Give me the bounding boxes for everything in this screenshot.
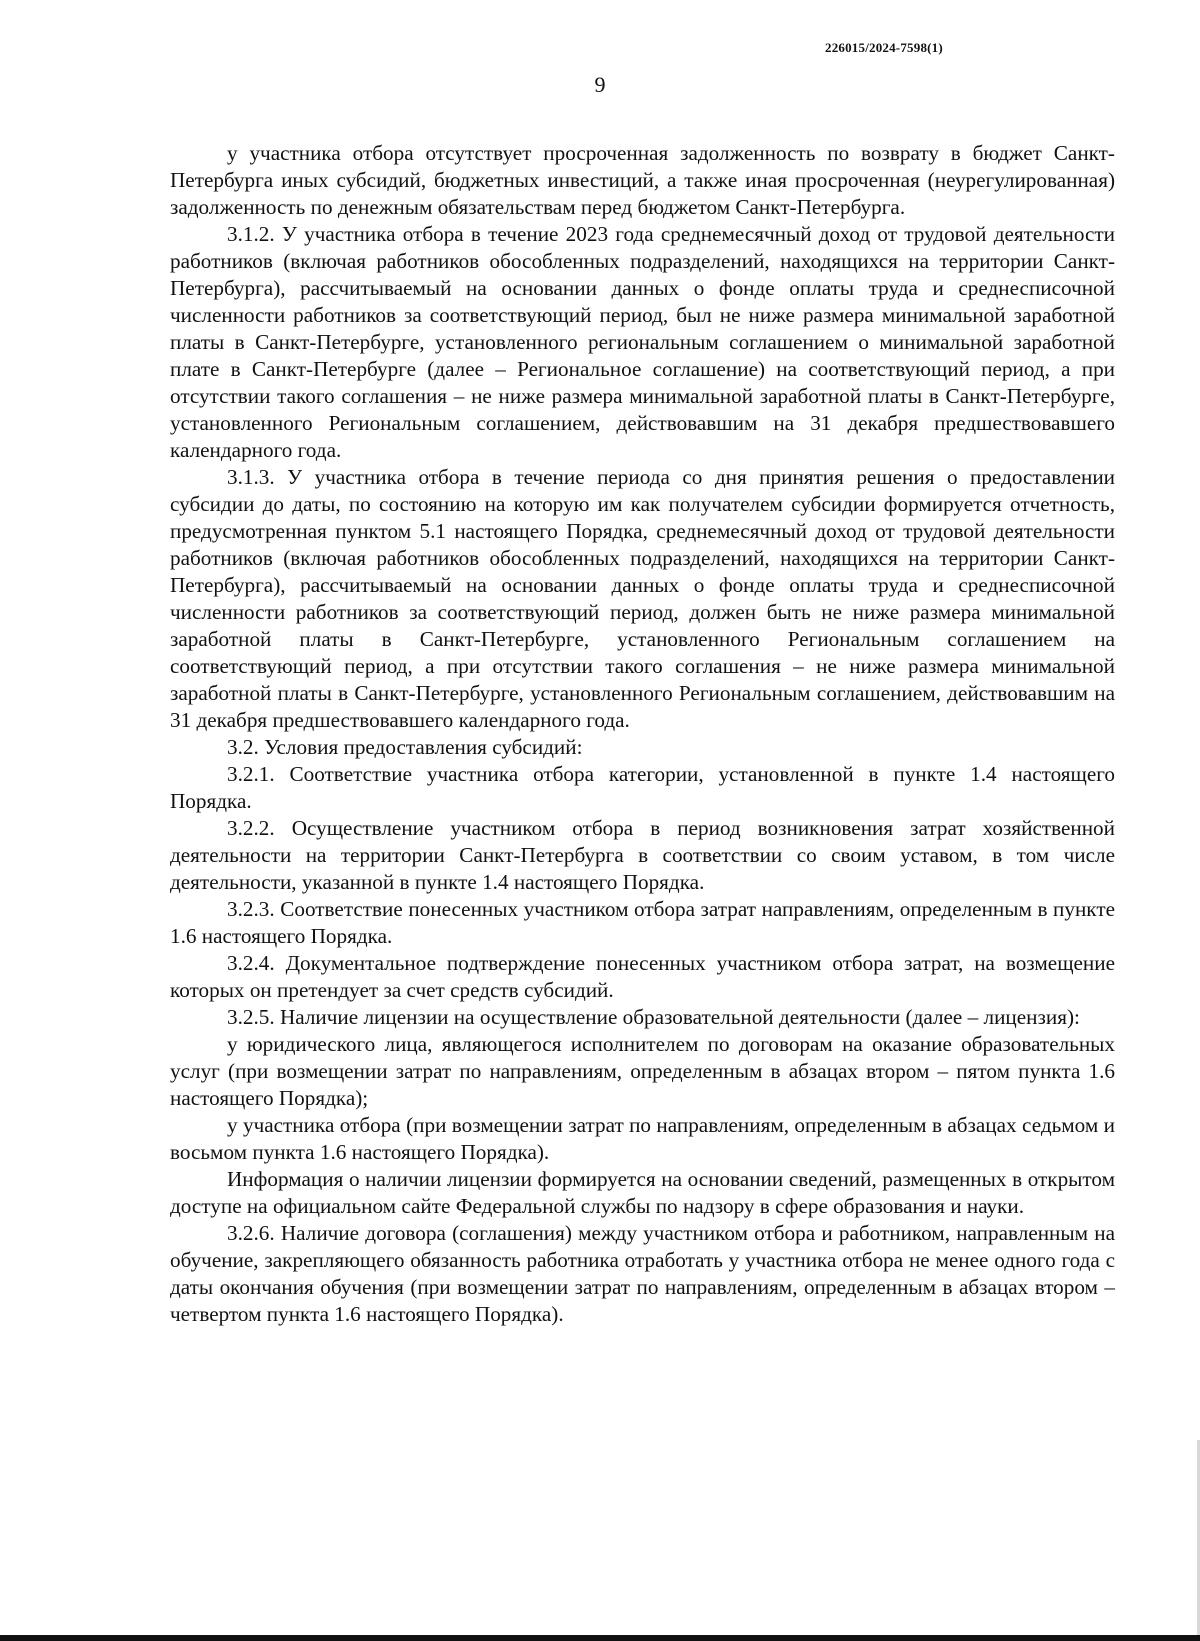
- paragraph-3-2-2: 3.2.2. Осуществление участником отбора в период возникновения затрат хозяйственной деятельности на территории Санкт-Петербурга в соответствии со своим уставом, в том числе деятельности, указанной в пункте 1.4 настоящего Порядка.: [170, 816, 1115, 894]
- paragraph-3-2-4: 3.2.4. Документальное подтверждение понесенных участником отбора затрат, на возмещение которых он претендует за счет средств субсидий.: [170, 951, 1115, 1002]
- paragraph-license-participant: у участника отбора (при возмещении затрат по направлениям, определенным в абзацах седьмом и восьмом пункта 1.6 настоящего Порядка).: [170, 1113, 1115, 1164]
- paragraph-3-2-1: 3.2.1. Соответствие участника отбора категории, установленной в пункте 1.4 настоящего Порядка.: [170, 762, 1115, 813]
- scan-bottom-border: [0, 1635, 1200, 1641]
- page-number: 9: [594, 72, 606, 97]
- paragraph-3-2-heading: 3.2. Условия предоставления субсидий:: [227, 735, 583, 759]
- paragraph-3-1-2: 3.1.2. У участника отбора в течение 2023 года среднемесячный доход от трудовой деятельности работников (включая работников обособленных подразделений, находящихся на территории Санкт-Петербурга), рассчитываемый на основании данных о фонде оплаты труда и среднесписочной численности работников за соответствующий период, был не ниже размера минимальной заработной платы в Санкт-Петербурге, установленного региональным соглашением о минимальной заработной плате в Санкт-Петербурге (далее – Региональное соглашение) на соответствующий период, а при отсутствии такого соглашения – не ниже размера минимальной заработной платы в Санкт-Петербурге, установленного Региональным соглашением, действовавшим на 31 декабря предшествовавшего календарного года.: [170, 222, 1115, 462]
- paragraph-3-2-3: 3.2.3. Соответствие понесенных участником отбора затрат направлениям, определенным в пункте 1.6 настоящего Порядка.: [170, 897, 1115, 948]
- paragraph-debt-condition: у участника отбора отсутствует просроченная задолженность по возврату в бюджет Санкт-Петербурга иных субсидий, бюджетных инвестиций, а также иная просроченная (неурегулированная) задолженность по денежным обязательствам перед бюджетом Санкт-Петербурга.: [170, 141, 1115, 219]
- paragraph-3-1-3: 3.1.3. У участника отбора в течение периода со дня принятия решения о предоставлении субсидии до даты, по состоянию на которую им как получателем субсидии формируется отчетность, предусмотренная пунктом 5.1 настоящего Порядка, среднемесячный доход от трудовой деятельности работников (включая работников обособленных подразделений, находящихся на территории Санкт-Петербурга), рассчитываемый на основании данных о фонде оплаты труда и среднесписочной численности работников за соответствующий период, должен быть не ниже размера минимальной заработной платы в Санкт-Петербурге, установленного Региональным соглашением на соответствующий период, а при отсутствии такого соглашения – не ниже размера минимальной заработной платы в Санкт-Петербурге, установленного Региональным соглашением, действовавшим на 31 декабря предшествовавшего календарного года.: [170, 465, 1115, 732]
- paragraph-3-2-5: 3.2.5. Наличие лицензии на осуществление образовательной деятельности (далее – лицензия):: [227, 1005, 1080, 1029]
- paragraph-3-2-6: 3.2.6. Наличие договора (соглашения) между участником отбора и работником, направленным на обучение, закрепляющего обязанность работника отработать у участника отбора не менее одного года с даты окончания обучения (при возмещении затрат по направлениям, определенным в абзацах втором – четвертом пункта 1.6 настоящего Порядка).: [170, 1221, 1115, 1326]
- paragraph-license-legal-entity: у юридического лица, являющегося исполнителем по договорам на оказание образовательных услуг (при возмещении затрат по направлениям, определенным в абзацах втором – пятом пункта 1.6 настоящего Порядка);: [170, 1032, 1115, 1110]
- paragraph-license-information: Информация о наличии лицензии формируется на основании сведений, размещенных в открытом доступе на официальном сайте Федеральной службы по надзору в сфере образования и науки.: [170, 1167, 1115, 1218]
- document-registration-number: 226015/2024-7598(1): [825, 40, 943, 55]
- document-body: [170, 140, 1115, 1328]
